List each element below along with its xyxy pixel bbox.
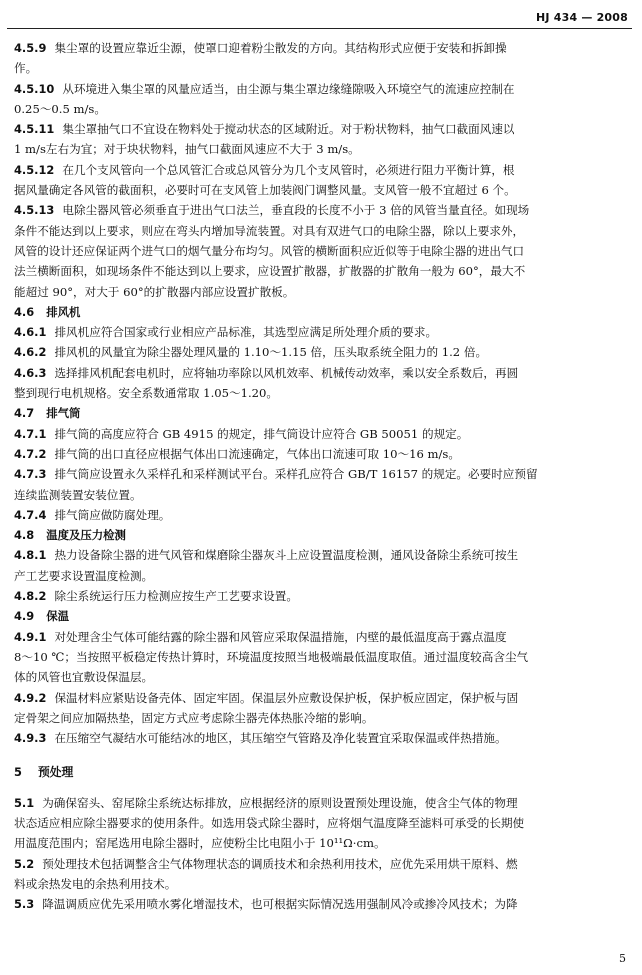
- heading-text: 排风机: [46, 304, 81, 319]
- page-number: 5: [619, 952, 626, 965]
- line-text: 风管的设计还应保证两个进气口的烟气量分布均匀。风管的横断面积应近似等于电除尘器的进出气口: [14, 243, 525, 258]
- clause-number: 4.9.2: [14, 690, 47, 705]
- text-line: [14, 854, 630, 874]
- header-rule: [7, 28, 632, 29]
- subsection-heading: [14, 525, 630, 545]
- line-text: 体的风管也宜敷设保温层。: [14, 670, 154, 685]
- heading-text: 排气筒: [46, 406, 81, 421]
- line-text: 产工艺要求设置温度检测。: [14, 568, 154, 583]
- clause-number: 4.7.2: [14, 446, 47, 461]
- line-text: 1 m/s左右为宜；对于块状物料，抽气口截面风速应不大于 3 m/s。: [14, 142, 360, 157]
- text-line: [14, 444, 630, 464]
- text-line: [14, 139, 630, 159]
- clause-number: 5.1: [14, 795, 35, 810]
- text-line: [14, 342, 630, 362]
- line-text: 排气筒应做防腐处理。: [54, 507, 171, 522]
- line-text: 作。: [14, 61, 38, 76]
- text-line: [14, 813, 630, 833]
- line-text: 条件不能达到以上要求，则应在弯头内增加导流装置。对具有双进气口的电除尘器，除以上要求外，: [14, 223, 525, 238]
- line-text: 排风机的风量宜为除尘器处理风量的 1.10～1.15 倍，压头取系统全阻力的 1.2 倍。: [54, 345, 488, 360]
- clause-number: 4.7: [14, 406, 35, 421]
- clause-number: 4.9: [14, 609, 35, 624]
- text-line: [14, 38, 630, 58]
- text-line: [14, 708, 630, 728]
- clause-number: 4.8.2: [14, 589, 47, 604]
- standard-number-header: HJ 434 — 2008: [536, 11, 628, 24]
- line-text: 保温材料应紧贴设备壳体、固定牢固。保温层外应敷设保护板，保护板应固定，保护板与固: [54, 690, 519, 705]
- text-line: [14, 688, 630, 708]
- clause-number: 4.9.3: [14, 731, 47, 746]
- text-line: [14, 894, 630, 914]
- text-line: [14, 667, 630, 687]
- clause-number: 5.2: [14, 856, 35, 871]
- clause-number: 4.6: [14, 304, 35, 319]
- line-text: 为确保窑头、窑尾除尘系统达标排放，应根据经济的原则设置预处理设施，使含尘气体的物理: [42, 795, 518, 810]
- clause-number: 4.5.13: [14, 203, 55, 218]
- text-line: [14, 99, 630, 119]
- clause-number: 5.3: [14, 897, 35, 912]
- text-line: [14, 180, 630, 200]
- line-text: 据风量确定各风管的截面积，必要时可在支风管上加装阀门调整风量。支风管一般不宜超过 6 个。: [14, 183, 516, 198]
- line-text: 对处理含尘气体可能结露的除尘器和风管应采取保温措施，内壁的最低温度高于露点温度: [54, 629, 507, 644]
- line-text: 电除尘器风管必须垂直于进出气口法兰，垂直段的长度不小于 3 倍的风管当量直径。如现场: [62, 203, 530, 218]
- text-line: [14, 383, 630, 403]
- line-text: 8～10 ℃；当按照平板稳定传热计算时，环境温度按照当地极端最低温度取值。通过温度较高含尘气: [14, 649, 529, 664]
- line-text: 预处理技术包括调整含尘气体物理状态的调质技术和余热利用技术，应优先采用烘干原料、燃: [42, 856, 518, 871]
- section-heading: [14, 762, 630, 782]
- clause-number: 4.6.2: [14, 345, 47, 360]
- text-line: [14, 586, 630, 606]
- text-line: [14, 424, 630, 444]
- clause-number: 4.7.1: [14, 426, 47, 441]
- text-line: [14, 566, 630, 586]
- clause-number: 4.5.10: [14, 81, 55, 96]
- text-line: [14, 363, 630, 383]
- line-text: 排风机应符合国家或行业相应产品标准，其选型应满足所处理介质的要求。: [54, 325, 438, 340]
- text-line: [14, 200, 630, 220]
- text-line: [14, 728, 630, 748]
- text-line: [14, 221, 630, 241]
- clause-number: 4.6.1: [14, 325, 47, 340]
- text-line: [14, 485, 630, 505]
- line-text: 能超过 90°，对大于 60°的扩散器内部应设置扩散板。: [14, 284, 295, 299]
- line-text: 排气筒应设置永久采样孔和采样测试平台。采样孔应符合 GB/T 16157 的规定。必要时应预留: [54, 467, 538, 482]
- line-text: 选择排风机配套电机时，应将轴功率除以风机效率、机械传动效率，乘以安全系数后，再圆: [54, 365, 519, 380]
- clause-number: 4.7.3: [14, 467, 47, 482]
- text-line: [14, 79, 630, 99]
- line-text: 用温度范围内；窑尾选用电除尘器时，应使粉尘比电阻小于 10¹¹Ω·cm。: [14, 836, 386, 851]
- text-line: [14, 282, 630, 302]
- line-text: 热力设备除尘器的进气风管和煤磨除尘器灰斗上应设置温度检测，通风设备除尘系统可按生: [54, 548, 519, 563]
- document-body: [14, 38, 630, 914]
- line-text: 排气筒的高度应符合 GB 4915 的规定，排气筒设计应符合 GB 50051 的规定。: [54, 426, 469, 441]
- text-line: [14, 627, 630, 647]
- text-line: [14, 241, 630, 261]
- subsection-heading: [14, 606, 630, 626]
- line-text: 在几个支风管向一个总风管汇合或总风管分为几个支风管时，必须进行阻力平衡计算，根: [62, 162, 515, 177]
- line-text: 集尘罩抽气口不宜设在物料处于搅动状态的区域附近。对于粉状物料，抽气口截面风速以: [62, 122, 515, 137]
- clause-number: 4.7.4: [14, 507, 47, 522]
- subsection-heading: [14, 302, 630, 322]
- clause-number: 4.8.1: [14, 548, 47, 563]
- line-text: 除尘系统运行压力检测应按生产工艺要求设置。: [54, 589, 298, 604]
- text-line: [14, 833, 630, 853]
- line-text: 法兰横断面积，如现场条件不能达到以上要求，应设置扩散器，扩散器的扩散角一般为 60°，最大不: [14, 264, 526, 279]
- clause-number: 4.5.9: [14, 41, 47, 55]
- line-text: 排气筒的出口直径应根据气体出口流速确定，气体出口流速可取 10～16 m/s。: [54, 446, 460, 461]
- text-line: [14, 322, 630, 342]
- text-line: [14, 793, 630, 813]
- line-text: 定骨架之间应加隔热垫，固定方式应考虑除尘器壳体热胀冷缩的影响。: [14, 710, 374, 725]
- line-text: 状态适应相应除尘器要求的使用条件。如选用袋式除尘器时，应将烟气温度降至滤料可承受的长期使: [14, 815, 525, 830]
- line-text: 从环境进入集尘罩的风量应适当，由尘源与集尘罩边缘缝隙吸入环境空气的流速应控制在: [62, 81, 515, 96]
- text-line: [14, 261, 630, 281]
- line-text: 连续监测装置安装位置。: [14, 487, 142, 502]
- text-line: [14, 119, 630, 139]
- heading-text: 预处理: [37, 765, 74, 780]
- heading-text: 保温: [46, 609, 69, 624]
- clause-number: 4.8: [14, 528, 35, 543]
- text-line: [14, 58, 630, 78]
- text-line: [14, 464, 630, 484]
- clause-number: 4.5.12: [14, 162, 55, 177]
- line-text: 整到现行电机规格。安全系数通常取 1.05～1.20。: [14, 386, 279, 401]
- text-line: [14, 545, 630, 565]
- text-line: [14, 647, 630, 667]
- line-text: 集尘罩的设置应靠近尘源，使罩口迎着粉尘散发的方向。其结构形式应便于安装和拆卸操: [54, 41, 507, 55]
- line-text: 0.25～0.5 m/s。: [14, 101, 106, 116]
- clause-number: 5: [14, 765, 22, 780]
- line-text: 在压缩空气凝结水可能结冰的地区，其压缩空气管路及净化装置宜采取保温或伴热措施。: [54, 731, 507, 746]
- clause-number: 4.5.11: [14, 122, 55, 137]
- subsection-heading: [14, 403, 630, 423]
- line-text: 降温调质应优先采用喷水雾化增湿技术，也可根据实际情况选用强制风冷或掺冷风技术；为降: [42, 897, 518, 912]
- heading-text: 温度及压力检测: [46, 528, 126, 543]
- clause-number: 4.9.1: [14, 629, 47, 644]
- line-text: 料或余热发电的余热利用技术。: [14, 876, 177, 891]
- text-line: [14, 874, 630, 894]
- clause-number: 4.6.3: [14, 365, 47, 380]
- text-line: [14, 505, 630, 525]
- text-line: [14, 160, 630, 180]
